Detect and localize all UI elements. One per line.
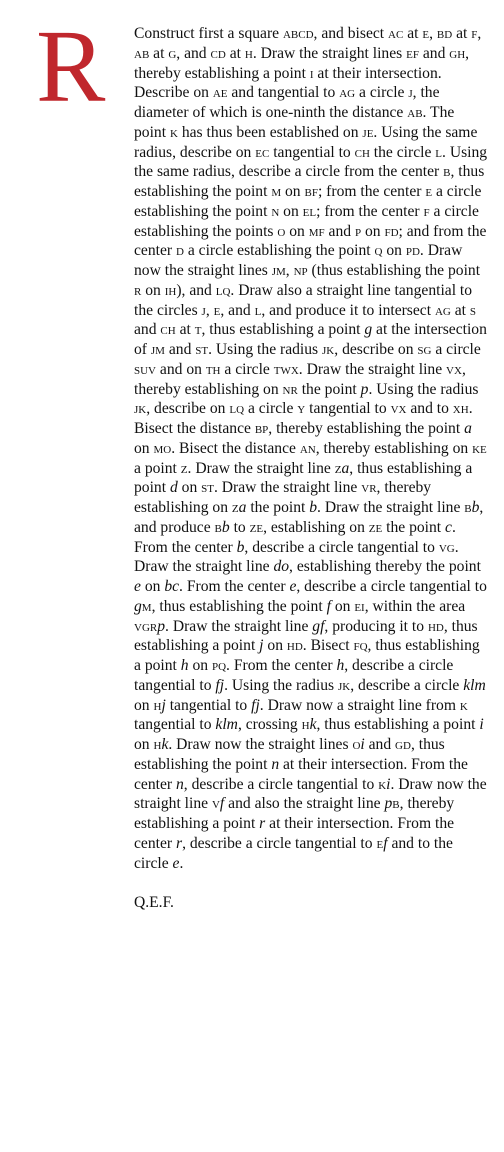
- text-run: ,: [477, 25, 482, 42]
- text-run: ; and from the center: [134, 222, 487, 260]
- text-run: a point: [134, 459, 181, 477]
- point-label: st: [195, 341, 209, 358]
- point-label: z: [334, 459, 342, 477]
- point-label: p: [354, 222, 362, 240]
- text-run: . Using the same radius, describe a circle from the center: [134, 143, 488, 181]
- italic-point-label: b: [236, 538, 245, 556]
- italic-point-label: b: [309, 499, 318, 516]
- point-label: e: [422, 25, 430, 42]
- point-label: sg: [417, 341, 432, 358]
- point-label: b: [392, 795, 400, 813]
- point-label: g: [168, 44, 177, 62]
- point-label: ze: [368, 518, 383, 536]
- point-label: t: [194, 321, 202, 339]
- point-label: gh: [449, 44, 466, 62]
- text-run: , describe a circle tangential to: [296, 578, 487, 595]
- text-run: at: [149, 44, 169, 62]
- point-label: ab: [134, 44, 150, 62]
- point-label: k: [459, 696, 468, 714]
- point-label: twx: [273, 360, 299, 378]
- text-run: ), and: [176, 281, 216, 299]
- point-label: v: [211, 795, 220, 813]
- text-run: . The point: [134, 104, 455, 141]
- italic-point-label: g: [134, 597, 142, 615]
- point-label: y: [297, 400, 306, 418]
- text-run: and tangential to: [227, 84, 340, 102]
- text-run: Construct first a square: [134, 25, 283, 42]
- point-label: cd: [210, 44, 226, 62]
- text-run: on: [134, 439, 154, 457]
- point-label: e: [213, 301, 221, 319]
- text-run: to: [229, 518, 250, 536]
- point-label: hd: [427, 617, 444, 635]
- text-run: , thus establishing a point: [201, 321, 365, 339]
- point-label: mf: [308, 222, 325, 240]
- italic-point-label: f: [219, 795, 225, 813]
- point-label: s: [469, 301, 477, 319]
- text-run: . Draw the straight line: [298, 360, 447, 378]
- point-label: gd: [395, 736, 411, 753]
- point-label: z: [180, 459, 188, 477]
- text-run: a circle: [355, 84, 409, 102]
- point-label: h: [301, 716, 310, 734]
- body-text: [134, 24, 488, 913]
- point-label: ec: [255, 143, 270, 161]
- point-label: i: [309, 64, 314, 82]
- point-label: m: [141, 597, 152, 615]
- text-run: , thus establishing the point: [134, 163, 485, 200]
- text-run: , thus establishing a point: [134, 617, 478, 655]
- italic-point-label: fj: [215, 676, 225, 694]
- text-run: on: [281, 183, 305, 200]
- text-run: on: [279, 202, 303, 220]
- italic-point-label: klm: [463, 676, 486, 694]
- text-run: , thus establishing a point: [316, 716, 480, 734]
- point-label: jk: [338, 676, 351, 694]
- text-run: , and produce it to intersect: [261, 301, 435, 319]
- text-run: a circle establishing the point: [134, 183, 482, 220]
- text-run: , establishing on: [263, 518, 369, 536]
- point-label: ab: [407, 104, 423, 121]
- text-run: and: [164, 341, 196, 358]
- point-label: fd: [384, 222, 399, 240]
- italic-point-label: b: [221, 518, 230, 536]
- point-label: ag: [339, 84, 356, 102]
- point-label: l: [435, 143, 443, 161]
- text-run: at: [452, 25, 472, 42]
- point-label: je: [362, 123, 374, 141]
- italic-point-label: r: [175, 834, 183, 852]
- text-run: , describe a circle tangential to: [183, 775, 379, 793]
- text-run: on: [177, 479, 202, 497]
- point-label: pd: [405, 242, 420, 260]
- point-label: q: [374, 242, 383, 260]
- point-label: pq: [211, 657, 227, 674]
- text-run: , thus establishing the point: [151, 597, 327, 615]
- text-run: , and produce: [134, 499, 484, 536]
- point-label: j: [408, 84, 413, 102]
- italic-point-label: do: [273, 558, 290, 576]
- point-label: r: [134, 281, 142, 299]
- italic-point-label: d: [169, 479, 178, 497]
- italic-point-label: f: [383, 834, 388, 852]
- text-run: , describe a circle tangential to: [134, 657, 454, 694]
- point-label: ac: [388, 25, 404, 42]
- text-run: on: [141, 281, 165, 299]
- text-run: the point: [246, 499, 310, 516]
- point-label: k: [378, 775, 387, 793]
- text-run: . Draw the straight line: [165, 617, 313, 635]
- text-run: . Bisect: [302, 637, 354, 655]
- text-run: , thus establishing a point: [134, 459, 473, 497]
- italic-point-label: klm: [215, 716, 238, 734]
- point-label: jm: [150, 341, 165, 358]
- text-run: the circle: [369, 143, 436, 161]
- point-label: b: [443, 163, 451, 181]
- point-label: z: [231, 499, 239, 516]
- italic-point-label: a: [238, 499, 247, 516]
- italic-point-label: c: [445, 518, 452, 536]
- point-label: ch: [354, 143, 370, 161]
- point-label: n: [271, 202, 280, 220]
- italic-point-label: g: [364, 321, 373, 339]
- point-label: o: [352, 736, 361, 753]
- text-run: , describe a circle tangential to: [182, 834, 377, 852]
- text-run: the point: [382, 518, 446, 536]
- italic-point-label: n: [175, 775, 184, 793]
- text-run: on: [188, 657, 212, 674]
- italic-point-label: a: [464, 420, 472, 437]
- text-run: , establishing thereby the point: [289, 558, 481, 576]
- italic-point-label: h: [180, 657, 189, 674]
- point-label: vr: [361, 479, 377, 497]
- text-run: . From the center: [179, 578, 290, 595]
- text-run: , thereby establishing a point: [134, 44, 470, 82]
- point-label: e: [425, 183, 433, 200]
- point-label: an: [299, 439, 316, 457]
- point-label: ze: [249, 518, 264, 536]
- italic-point-label: i: [386, 775, 391, 793]
- point-label: hd: [286, 637, 303, 655]
- italic-point-label: j: [259, 637, 264, 655]
- point-label: j: [201, 301, 206, 319]
- text-run: tangential to: [165, 696, 252, 714]
- text-run: . Draw now the straight lines: [168, 736, 353, 753]
- italic-point-label: p: [360, 380, 369, 398]
- text-run: at their intersection. From the center: [134, 815, 455, 852]
- text-run: . Draw the straight line: [187, 459, 335, 477]
- italic-point-label: e: [289, 578, 297, 595]
- text-run: on: [330, 597, 355, 615]
- point-label: nr: [282, 380, 298, 398]
- text-run: .: [179, 854, 184, 872]
- italic-point-label: p: [384, 795, 393, 813]
- italic-point-label: a: [341, 459, 350, 477]
- text-run: ,: [205, 301, 214, 319]
- point-label: lq: [229, 400, 245, 418]
- text-run: . Draw the straight line: [214, 479, 362, 497]
- text-run: . Draw also a straight line tangential to the circles: [134, 281, 473, 319]
- text-run: at: [175, 321, 195, 339]
- text-run: at their intersection. From the center: [134, 755, 468, 793]
- text-run: . Draw now the straight line: [134, 775, 487, 813]
- construction-paragraph: [134, 24, 488, 873]
- point-label: d: [175, 242, 184, 260]
- text-run: ,: [429, 25, 437, 42]
- point-label: abcd: [282, 25, 314, 42]
- text-run: and: [324, 222, 355, 240]
- italic-point-label: p: [157, 617, 166, 635]
- text-run: on: [140, 578, 165, 595]
- text-run: ; from the center: [316, 202, 424, 220]
- point-label: b: [214, 518, 222, 536]
- text-run: a circle: [220, 360, 274, 378]
- point-label: e: [376, 834, 384, 852]
- text-run: , within the area: [364, 597, 466, 615]
- point-label: th: [205, 360, 221, 378]
- text-run: on: [134, 736, 154, 753]
- italic-point-label: r: [259, 815, 266, 832]
- text-run: , and: [176, 44, 211, 62]
- italic-point-label: i: [360, 736, 365, 753]
- text-run: . Using the radius: [224, 676, 339, 694]
- text-run: , crossing: [237, 716, 302, 734]
- text-run: on: [134, 696, 154, 714]
- text-run: at their intersection. Describe on: [134, 64, 442, 102]
- italic-point-label: b: [471, 499, 480, 516]
- point-label: jk: [322, 341, 335, 358]
- point-label: suv: [134, 360, 157, 378]
- point-label: b: [464, 499, 472, 516]
- point-label: vg: [438, 538, 455, 556]
- text-run: and: [134, 321, 161, 339]
- italic-point-label: i: [479, 716, 484, 734]
- point-label: ke: [472, 439, 487, 457]
- point-label: l: [254, 301, 262, 319]
- drop-cap: R: [36, 9, 106, 124]
- italic-point-label: fj: [251, 696, 260, 714]
- text-run: ,: [285, 262, 294, 279]
- text-run: , describe a circle: [350, 676, 464, 694]
- text-run: , thereby establishing on: [134, 360, 466, 398]
- italic-point-label: gf: [312, 617, 325, 635]
- text-run: , and: [220, 301, 255, 319]
- point-label: bp: [254, 420, 269, 437]
- text-run: at the intersection of: [134, 321, 487, 358]
- text-run: , thereby establishing the point: [268, 420, 465, 437]
- point-label: ef: [406, 44, 419, 62]
- text-run: , and bisect: [313, 25, 389, 42]
- text-run: , thus establishing a point: [134, 637, 480, 674]
- text-run: and to the circle: [134, 834, 453, 872]
- italic-point-label: bc: [164, 578, 180, 595]
- text-run: a circle establishing the point: [183, 242, 375, 260]
- italic-point-label: k: [161, 736, 169, 753]
- text-run: , producing it to: [324, 617, 428, 635]
- text-run: and: [364, 736, 396, 753]
- text-run: , describe on: [334, 341, 418, 358]
- text-run: . Using the radius: [368, 380, 479, 398]
- italic-point-label: e: [134, 578, 141, 595]
- point-label: fq: [353, 637, 368, 655]
- point-label: st: [201, 479, 214, 497]
- text-run: and to: [406, 400, 453, 418]
- point-label: k: [169, 123, 178, 141]
- point-label: bf: [304, 183, 318, 200]
- italic-point-label: h: [336, 657, 345, 674]
- text-run: a circle: [431, 341, 481, 358]
- text-run: . Draw the straight lines: [252, 44, 407, 62]
- point-label: bd: [436, 25, 453, 42]
- text-run: . Draw now the straight lines: [134, 242, 463, 279]
- italic-point-label: e: [172, 854, 180, 872]
- point-label: vgr: [134, 617, 158, 635]
- text-run: . Bisect the distance: [134, 400, 473, 437]
- text-run: and on: [156, 360, 206, 378]
- text-run: tangential to: [134, 716, 216, 734]
- text-run: on: [263, 637, 287, 655]
- text-run: , thus establishing the point: [134, 736, 445, 773]
- text-run: , describe on: [146, 400, 230, 418]
- text-run: at: [225, 44, 245, 62]
- text-run: on: [382, 242, 406, 260]
- point-label: ei: [354, 597, 365, 615]
- text-run: (thus establishing the point: [307, 262, 481, 279]
- italic-point-label: n: [271, 755, 280, 773]
- text-run: has thus been established on: [177, 123, 363, 141]
- point-label: xh: [452, 400, 469, 418]
- text-run: . Draw the straight line: [134, 538, 459, 576]
- text-run: . Using the same radius, describe on: [134, 123, 478, 161]
- text-run: . Draw the straight line: [317, 499, 465, 516]
- text-run: . Bisect the distance: [171, 439, 300, 457]
- point-label: ih: [164, 281, 177, 299]
- point-label: vx: [446, 360, 462, 378]
- text-run: , thereby establishing a point: [134, 795, 455, 832]
- point-label: np: [293, 262, 308, 279]
- text-run: at: [403, 25, 423, 42]
- text-run: at: [450, 301, 470, 319]
- point-label: f: [423, 202, 430, 220]
- point-label: h: [153, 696, 162, 714]
- text-run: . Using the radius: [208, 341, 323, 358]
- point-label: ch: [160, 321, 176, 339]
- text-run: tangential to: [305, 400, 391, 418]
- point-label: jk: [134, 400, 147, 418]
- italic-point-label: j: [161, 696, 166, 714]
- text-run: , the diameter of which is one-ninth the distance: [134, 84, 440, 121]
- text-run: a circle establishing the points: [134, 202, 479, 240]
- text-run: tangential to: [269, 143, 355, 161]
- text-run: , thereby establishing on: [315, 439, 473, 457]
- point-label: m: [271, 183, 282, 200]
- text-run: and also the straight line: [224, 795, 385, 813]
- text-run: ; from the center: [317, 183, 426, 200]
- text-run: . From the center: [134, 518, 456, 556]
- text-run: . From the center: [226, 657, 337, 674]
- text-run: on: [361, 222, 385, 240]
- text-run: , describe a circle tangential to: [244, 538, 439, 556]
- text-run: , thereby establishing on: [134, 479, 432, 516]
- point-label: vx: [390, 400, 407, 418]
- point-label: h: [153, 736, 162, 753]
- text-run: . Draw now a straight line from: [259, 696, 460, 714]
- text-run: a circle: [244, 400, 298, 418]
- point-label: ae: [212, 84, 228, 102]
- text-run: the point: [297, 380, 361, 398]
- closing-qef: Q.E.F.: [134, 894, 174, 911]
- italic-point-label: f: [326, 597, 331, 615]
- point-label: el: [302, 202, 317, 220]
- text-run: on: [285, 222, 309, 240]
- point-label: f: [471, 25, 478, 42]
- text-run: and: [418, 44, 450, 62]
- point-label: mo: [153, 439, 172, 457]
- point-label: o: [277, 222, 286, 240]
- point-label: lq: [215, 281, 231, 299]
- point-label: jm: [271, 262, 286, 279]
- italic-point-label: k: [309, 716, 317, 734]
- point-label: h: [244, 44, 253, 62]
- point-label: ag: [434, 301, 451, 319]
